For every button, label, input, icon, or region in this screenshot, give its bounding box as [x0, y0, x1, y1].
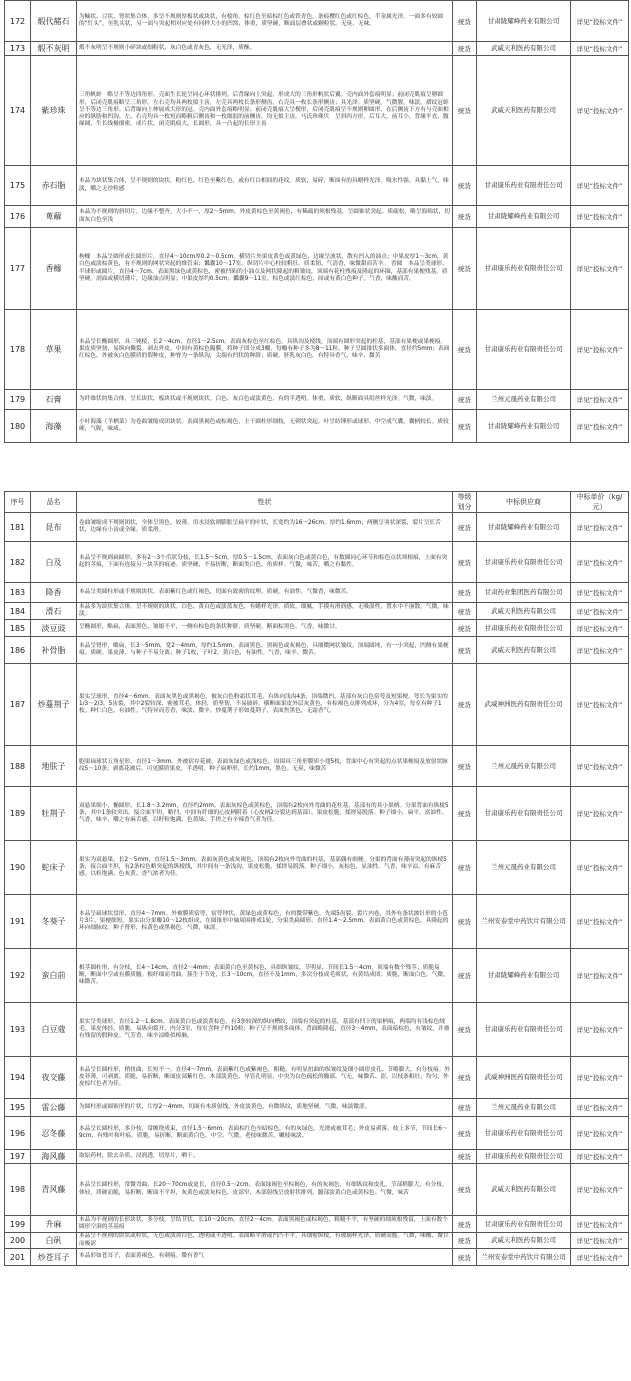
item-description: 本品呈不规则扁圆形，多有2～3个爪状分枝，长1.5～5cm，厚0.5～1.5cm。表面灰白色或黄白色，有数圈同心环节和棕色点状须根痕，上面有突起的茎痕，下面有连接另一块茎的痕迹。质坚硬，不易折断，断面类白色，角质样。气微，味苦，嚼之有黏性。: [77, 542, 453, 583]
item-description: 取原药材，除去杂质，浸润透，切厚片，晒干。: [77, 1150, 453, 1164]
item-price: 详见“投标文件”: [571, 390, 629, 410]
item-name: 雷公藤: [31, 1099, 77, 1117]
item-grade: 统货: [453, 390, 477, 410]
row-number: 185: [5, 620, 31, 637]
item-grade: 统货: [453, 1150, 477, 1164]
table-lower: [4, 491, 629, 1266]
row-number: 189: [5, 787, 31, 841]
table-row: [5, 56, 629, 166]
item-supplier: 武威天利医药有限公司: [477, 603, 571, 620]
item-name: 地肤子: [31, 746, 77, 787]
item-supplier: 甘肃康乐药业有限责任公司: [477, 1117, 571, 1150]
row-number: 193: [5, 1003, 31, 1057]
item-grade: 统货: [453, 746, 477, 787]
table-row: [5, 746, 629, 787]
row-number: 175: [5, 166, 31, 206]
item-grade: 统货: [453, 664, 477, 746]
item-description: 为鲕状、豆状、肾状集合体，多呈不规则厚板状或块状，有棱角。棕红色至暗棕红色或铁青色。条痕樱红色或红棕色，半金属光泽。一面多有较圆的“钉头”，至乳头状，另一面与突起相对应处有同样大小的凹窝，体重，质坚硬，断面层叠状或颗粒状。无臭，无味。: [77, 1, 453, 42]
item-price: 详见“投标文件”: [571, 1216, 629, 1233]
item-description: 本品呈类圆柱形或不规则块状。表面紫红色或红褐色，切面有致密的纹理。质硬，有油性。气微香，味微苦。: [77, 583, 453, 603]
item-price: 详见“投标文件”: [571, 1099, 629, 1117]
header-name: 品名: [31, 492, 77, 513]
item-description: 卷曲皱缩成不规则团状，全体呈黑色，较薄。用水浸软则膨胀呈扁平的叶状，长宽约为16～26cm，厚约1.6mm；两侧呈羽状深裂，裂片呈长舌状，边缘有小齿或全缘。质柔滑。: [77, 513, 453, 542]
table-row: [5, 895, 629, 949]
item-price: 详见“投标文件”: [571, 542, 629, 583]
item-price: 详见“投标文件”: [571, 206, 629, 228]
item-grade: 统货: [453, 1099, 477, 1117]
item-price: 详见“投标文件”: [571, 620, 629, 637]
item-supplier: 兰州元晟药业有限公司: [477, 746, 571, 787]
item-name: 降香: [31, 583, 77, 603]
header-desc: 性状: [77, 492, 453, 513]
item-grade: 统货: [453, 228, 477, 310]
item-supplier: 甘肃康乐药业有限责任公司: [477, 310, 571, 390]
item-price: 详见“投标文件”: [571, 637, 629, 664]
item-grade: 统货: [453, 787, 477, 841]
item-description: 三角帆蚌 略呈不等边四角形。壳面生长轮呈同心环状排列。后背缘向上突起，形成大的三角形帆状后翼。壳内面外套痕明显；前闭壳肌痕呈卵圆形，后闭壳肌痕略呈三角形。左右壳均具两枚拟主齿，左壳具两枚长条形侧齿，右壳具一枚长条形侧齿；具光泽。质坚硬。气微腥，味淡。褶纹冠蚌 呈不等边三角形。后背缘向上伸展成大形的冠。壳内面外套痕略明显；前闭壳肌痕大呈楔形，后闭壳肌痕呈不规则卵圆形，在后侧齿下方有与壳面相应的纵肋和凹沟。左、右壳均具一枚短而略粗后侧齿和一枚细弱的前侧齿，均无拟主齿。马氏珍珠贝 呈斜四方形，后耳大，前耳小，背缘平直，腹缘圆，生长线极细密，成片状。闭壳肌痕大，长圆形，具一凸起的长形主齿: [77, 56, 453, 166]
row-number: 177: [5, 228, 31, 310]
table-row: [5, 166, 629, 206]
item-grade: 统货: [453, 1249, 477, 1266]
row-number: 179: [5, 390, 31, 410]
item-description: 为纤维状的集合体，呈长块状、板块状或不规则块状。白色、灰白色或淡黄色，有的半透明。体重，质软，纵断面具绢丝样光泽。气微，味淡。: [77, 390, 453, 410]
item-grade: 统货: [453, 1117, 477, 1150]
item-price: 详见“投标文件”: [571, 746, 629, 787]
row-number: 191: [5, 895, 31, 949]
item-name: 煅不灰明: [31, 42, 77, 56]
table-row: [5, 410, 629, 443]
item-price: 详见“投标文件”: [571, 1117, 629, 1150]
item-description: 本品呈长椭圆形，具三钝棱，长2～4cm，直径1～2.5cm。表面灰棕色至红棕色，具纵沟及棱线，顶端有圆形突起的柱基，基部有果梗或果梗痕。果皮质坚韧，易纵向撕裂。剥去外皮，中间有黄棕色隔膜，将种子团分成3瓣，每瓣有种子多为8～11粒。种子呈圆锥状多面体，直径约5mm；表面红棕色，外被灰白色膜质的假种皮，种脊为一条纵沟，尖端有凹状的种脐；质硬，胚乳灰白色。有特异香气，味辛、微苦: [77, 310, 453, 390]
item-name: 炒苍耳子: [31, 1249, 77, 1266]
row-number: 194: [5, 1057, 31, 1099]
item-description: 本品形如苍耳子，表面黄褐色，有刺痕。微有香气: [77, 1249, 453, 1266]
item-grade: 统货: [453, 620, 477, 637]
header-grade: 等级划分: [453, 492, 477, 513]
item-grade: 统货: [453, 513, 477, 542]
table-row: [5, 228, 629, 310]
table-row: [5, 1003, 629, 1057]
item-name: 海藻: [31, 410, 77, 443]
row-number: 187: [5, 664, 31, 746]
item-supplier: 甘肃陇耀峰药业有限公司: [477, 949, 571, 1003]
item-supplier: 武威天利医药有限公司: [477, 56, 571, 166]
row-number: 188: [5, 746, 31, 787]
item-supplier: 兰州元晟药业有限公司: [477, 841, 571, 895]
row-number: 197: [5, 1150, 31, 1164]
item-price: 详见“投标文件”: [571, 410, 629, 443]
item-name: 夜交藤: [31, 1057, 77, 1099]
item-supplier: 甘肃陇耀峰药业有限公司: [477, 1, 571, 42]
item-grade: 统货: [453, 166, 477, 206]
item-grade: 统货: [453, 1, 477, 42]
item-description: 双悬果细小，椭圆形，长1.8～3.2mm，直径约2mm。表面灰棕色或黄棕色，顶端有2枚向外弯曲的花柱基，基部有的具小果柄。分果背面有纵棱5条，其中1条较突出，接合面平坦，略凹，中间有纤细的心皮柄附着（心皮柄2分裂达到基部）。果皮松脆，揉搓易脱落。种子细小，扁平，富油性。气香，味辛，嚼之有麻舌感。以籽粒饱满、色黄绿、手搓之有辛辣香气者为佳。: [77, 787, 453, 841]
item-price: 详见“投标文件”: [571, 949, 629, 1003]
item-grade: 统货: [453, 1003, 477, 1057]
item-price: 详见“投标文件”: [571, 56, 629, 166]
row-number: 196: [5, 1117, 31, 1150]
item-supplier: 甘肃康乐药业有限责任公司: [477, 1216, 571, 1233]
row-number: 181: [5, 513, 31, 542]
item-description: 为圆柱形或圆锥形的片状，片厚2～4mm，切面有木质射线，外皮淡黄色，有微纵纹，质地坚硬。气微，味淡微涩。: [77, 1099, 453, 1117]
item-name: 白及: [31, 542, 77, 583]
table-row: [5, 1117, 629, 1150]
item-name: 补骨脂: [31, 637, 77, 664]
item-price: 详见“投标文件”: [571, 841, 629, 895]
table-row: [5, 1150, 629, 1164]
item-name: 石膏: [31, 390, 77, 410]
item-description: 小叶海藻（羊栖菜）为卷曲皱缩成团块状。表面黑褐色或棕褐色，主干圆柱形细枝，无刺状突起。叶呈纺锤形或球形，中空成气囊，囊柄较长。质较硬，气腥，味咸。: [77, 410, 453, 443]
header-price: 中标单价（kg/元）: [571, 492, 629, 513]
item-supplier: 兰州元晟药业有限公司: [477, 390, 571, 410]
row-number: 200: [5, 1233, 31, 1249]
item-description: 本品多为块状集合体。呈不规则的块状。白色、黄白色或淡蓝灰色，有蜡样光泽。质软，细腻，手摸有滑润感，无吸湿性，置水中不崩散。气微，味淡。: [77, 603, 453, 620]
item-name: 白豆蔻: [31, 1003, 77, 1057]
item-grade: 统货: [453, 603, 477, 620]
item-price: 详见“投标文件”: [571, 1150, 629, 1164]
item-description: 本品为不规则的斜切片，边缘不整齐，大小不一，厚2～5mm。外皮黄棕色至黄褐色，有稀疏的须根残基，呈圆锥状突起。质疏松，略呈海绵状，切面灰白色至浅: [77, 206, 453, 228]
table-row: [5, 620, 629, 637]
item-name: 牡荆子: [31, 787, 77, 841]
item-name: 炒蔓荆子: [31, 664, 77, 746]
item-name: 萆薢: [31, 206, 77, 228]
item-description: 枸橼 本品呈圆形或长圆形片，直径4～10cm厚0.2～0.5cm。横切片外果皮黄色或黄绿色，边缘呈波状，散有凹入的油点；中果皮厚1～3cm，黄白色或淡棕黄色，有不规则的网状突起的维管束；瓤囊10～17室。纵切片中心柱较粗壮。质柔韧。气清香，味微甜而苦辛。 香圆 本品呈类球形，半球形或圆片，直径4～7cm。表面黑绿色或黄棕色，密被凹陷的小油点及网状隆起的粗皱纹，顶端有花柱残痕及隆起的环圈，基部有果梗残基。质坚硬。剖面或横切薄片，边缘油点明显；中果皮厚约0.5cm；瓤囊9～11室，棕色或淡红棕色，间或有黄白色种子。气香，味酸而苦。: [77, 228, 453, 310]
item-grade: 统货: [453, 1057, 477, 1099]
row-number: 198: [5, 1164, 31, 1216]
item-price: 详见“投标文件”: [571, 583, 629, 603]
item-price: 详见“投标文件”: [571, 1, 629, 42]
item-price: 详见“投标文件”: [571, 787, 629, 841]
item-grade: 统货: [453, 42, 477, 56]
row-number: 180: [5, 410, 31, 443]
row-number: 172: [5, 1, 31, 42]
item-name: 海风藤: [31, 1150, 77, 1164]
item-supplier: 甘肃康乐药业有限责任公司: [477, 1003, 571, 1057]
item-name: 白矾: [31, 1233, 77, 1249]
item-grade: 统货: [453, 1216, 477, 1233]
item-grade: 统货: [453, 841, 477, 895]
item-grade: 统货: [453, 583, 477, 603]
item-description: 根茎圆柱形，有分枝，长4～14cm，直径2～4mm；表面黄白色至黄棕色，具细纵皱纹，节明显，节间长1.5～4cm，顶端有数个残茎；质脆易断，断面中空或有膜质髓。根纤细而弯曲，簇生于节处，长3～10cm，直径不及1mm，多次分枝成毛须状，有黄结成团；质脆，断面白色。气微，味微苦。: [77, 949, 453, 1003]
header-supplier: 中标供应商: [477, 492, 571, 513]
item-grade: 统货: [453, 1164, 477, 1216]
item-description: 本品呈不规则的块状或粒状。无色或淡黄白色，透明或半透明。表面略平滑或凹凸不平，具细密纵棱，有玻璃样光泽。质硬而脆。气微，味酸、微甘而极涩: [77, 1233, 453, 1249]
item-grade: 统货: [453, 949, 477, 1003]
item-price: 详见“投标文件”: [571, 1164, 629, 1216]
item-description: 胞果扁球状五角星形，直径1～3mm。外被宿存花被，表面灰绿色或浅棕色，周围具三角形膜质小翅5枚，背面中心有突起的点状果梗痕及放射状脉纹5～10条；剥离花被后，可见膜质果皮，半透明。种子扁卵形，长约1mm，黑色。无臭，味微苦: [77, 746, 453, 787]
table-row: [5, 1, 629, 42]
item-description: 果实呈球形，直径4～6mm。表面灰黑色或黑褐色，被灰白色粉霜状茸毛，有纵向浅沟4条，顶端微凹，基部有灰白色宿萼及短果梗。萼长为果实的1/3～2/3，5齿裂，其中2裂较深，密被茸毛。体轻，质坚韧，不易破碎。横断面果皮外层灰黄色，有棕褐色点排列成环，分为4室，每室有种子1枚。种仁白色，有油性。气特异而芳香，味淡、微辛。炒蔓荆子形如蔓荆子，表面焦黑色，无霜香气。: [77, 664, 453, 746]
item-supplier: 武威天利医药有限公司: [477, 637, 571, 664]
item-description: 煅不灰明呈不规则小碎块或细粉状，灰白色或青灰色，无光泽，质酥。: [77, 42, 453, 56]
item-supplier: 甘肃陇耀峰药业有限公司: [477, 206, 571, 228]
header-row: [5, 492, 629, 513]
row-number: 174: [5, 56, 31, 166]
item-grade: 统货: [453, 637, 477, 664]
row-number: 183: [5, 583, 31, 603]
item-name: 煅代赭石: [31, 1, 77, 42]
item-name: 蛮白前: [31, 949, 77, 1003]
item-description: 本品为块状集合体，呈不规则的块状。粉红色、红色至紫红色，或有红白相间的花纹。质软，易碎，断面有的具蜡样光泽。吸水性强。具黏土气，味淡，嚼之无沙粒感: [77, 166, 453, 206]
item-description: 本品呈长圆柱形，多分枝，常缠绕成束，直径1.5～6mm。表面棕红色至暗棕色，有的灰绿色，光滑或被茸毛；外皮易剥落。枝上多节，节间长6～9cm，有残叶和叶痕。质脆，易折断，断面黄白色，中空。气微，老枝味微苦，嫩枝味淡。: [77, 1117, 453, 1150]
table-row: [5, 583, 629, 603]
item-supplier: 甘肃陇耀峰药业有限公司: [477, 410, 571, 443]
row-number: 190: [5, 841, 31, 895]
item-name: 升麻: [31, 1216, 77, 1233]
item-name: 赤石脂: [31, 166, 77, 206]
item-grade: 统货: [453, 1233, 477, 1249]
table-row: [5, 1249, 629, 1266]
item-grade: 统货: [453, 206, 477, 228]
item-supplier: 甘肃康乐药业有限责任公司: [477, 166, 571, 206]
item-price: 详见“投标文件”: [571, 1233, 629, 1249]
item-price: 详见“投标文件”: [571, 228, 629, 310]
item-supplier: 甘肃陇耀峰药业有限公司: [477, 513, 571, 542]
table-row: [5, 42, 629, 56]
table-row: [5, 603, 629, 620]
item-price: 详见“投标文件”: [571, 895, 629, 949]
item-supplier: 甘肃康乐药业有限责任公司: [477, 542, 571, 583]
item-description: 呈椭圆形，略扁，表面黑色，皱缩不平，一侧有棕色的条状种脐，质坚硬，断面棕黑色。气香，味微甘。: [77, 620, 453, 637]
row-number: 182: [5, 542, 31, 583]
item-supplier: 甘肃康乐药业有限责任公司: [477, 787, 571, 841]
row-number: 195: [5, 1099, 31, 1117]
row-number: 178: [5, 310, 31, 390]
table-upper-body: [5, 1, 629, 443]
table-row: [5, 841, 629, 895]
item-supplier: 甘肃康乐药业有限责任公司: [477, 620, 571, 637]
item-description: 果实呈类球形，直径1.2～1.8cm。表面黄白色或淡黄棕色，有3条较深的纵向槽纹，顶端有突起的柱基，基部有凹下的果柄痕，两端均有浅棕色绒毛。果皮体轻，质脆，易纵向裂开，内分3室，每室含种子约10粒；种子呈不规则多面体，背面略隆起，直径3～4mm，表面暗棕色，有皱纹，并被有残留的假种皮。气芳香，味辛凉略似樟脑。: [77, 1003, 453, 1057]
table-row: [5, 206, 629, 228]
item-name: 滑石: [31, 603, 77, 620]
item-name: 草果: [31, 310, 77, 390]
row-number: 199: [5, 1216, 31, 1233]
item-description: 本品呈肾形，略扁，长3～5mm，宽2～4mm，厚约1.5mm。表面黑色、黑褐色或灰褐色，具细微网状皱纹。顶端圆钝，有一小突起，凹侧有果梗痕。质硬。果皮薄，与种子不易分离；种子1枚，子叶2，黄白色，有油性。气香，味辛、微苦。: [77, 637, 453, 664]
item-grade: 统货: [453, 542, 477, 583]
table-row: [5, 1164, 629, 1216]
item-description: 本品呈扁球状盘形，直径4～7mm。外被膜质宿萼，宿萼钟状，黄绿色或黄棕色，有的微带紫色，先端5齿裂，裂片内卷，其外有条状披针形的小苞片3片。果梗细短。果实由分果瓣10～12枚组成，在圆锥形中轴周围排成1轮，分果类扁圆形，直径1.4～2.5mm。表面黄白色或黄棕色，具隆起的环向细脉纹。种子肾形，棕黄色或黑褐色。气微，味涩。: [77, 895, 453, 949]
item-name: 冬葵子: [31, 895, 77, 949]
item-supplier: 兰州安泰堂中药饮片有限公司: [477, 1249, 571, 1266]
item-supplier: 兰州安泰堂中药饮片有限公司: [477, 895, 571, 949]
table-upper: [4, 0, 629, 443]
table-row: [5, 1233, 629, 1249]
item-price: 详见“投标文件”: [571, 1249, 629, 1266]
item-price: 详见“投标文件”: [571, 1057, 629, 1099]
table-row: [5, 513, 629, 542]
item-price: 详见“投标文件”: [571, 166, 629, 206]
item-name: 忍冬藤: [31, 1117, 77, 1150]
table-lower-body: [5, 513, 629, 1266]
item-description: 本品为不规则的长形块状，多分枝，呈结节状，长10～20cm，直径2～4cm。表面黑褐色或棕褐色，粗糙不平，有坚硬的细须根残留，上面有数个圆形空洞的茎基痕: [77, 1216, 453, 1233]
item-name: 紫珍珠: [31, 56, 77, 166]
item-name: 蛇床子: [31, 841, 77, 895]
item-supplier: 武威天利医药有限公司: [477, 1233, 571, 1249]
item-supplier: 武威神洲医药有限责任公司: [477, 664, 571, 746]
item-grade: 统货: [453, 56, 477, 166]
table-row: [5, 637, 629, 664]
item-name: 青风藤: [31, 1164, 77, 1216]
row-number: 201: [5, 1249, 31, 1266]
item-price: 详见“投标文件”: [571, 1003, 629, 1057]
table-row: [5, 664, 629, 746]
item-supplier: 甘肃康乐药业有限责任公司: [477, 228, 571, 310]
table-row: [5, 1099, 629, 1117]
item-supplier: 武威天利医药有限公司: [477, 1164, 571, 1216]
item-grade: 统货: [453, 310, 477, 390]
item-description: 果实为双悬果，长2～5mm，直径1.5～3mm。表面灰黄色或灰褐色，顶端有2枚向外弯曲的柱基，基部偶有细梗。分果的背面有薄而突起的纵棱5条，接合面平坦，有2条棕色略突起的纵棱线，其中间有一条浅沟。果皮松脆，揉搓易脱落。种子细小，灰棕色，显油性。气香，味辛凉，有麻舌感。以粒饱满、色灰黄、香气浓者为佳。: [77, 841, 453, 895]
row-number: 192: [5, 949, 31, 1003]
item-supplier: 武威天利医药有限公司: [477, 42, 571, 56]
item-price: 详见“投标文件”: [571, 310, 629, 390]
row-number: 186: [5, 637, 31, 664]
item-description: 本品呈长圆柱形，稍扭曲，长短不一，直径4～7mm。表面紫红色或紫褐色，粗糙，有明显扭曲的纵皱纹及细小圆形皮孔。节略膨大，有分枝痕。外皮菲薄，可剥离。质脆，易折断，断面皮部紫红色，木部淡黄色，导管孔明显，中央为白色疏松的髓部。气无，味微苦、涩。以枝条粗壮，均匀，外皮棕红色者为佳。: [77, 1057, 453, 1099]
item-supplier: 兰州元晟药业有限公司: [477, 1099, 571, 1117]
item-price: 详见“投标文件”: [571, 664, 629, 746]
item-price: 详见“投标文件”: [571, 42, 629, 56]
item-price: 详见“投标文件”: [571, 513, 629, 542]
item-name: 淡豆豉: [31, 620, 77, 637]
table-row: [5, 787, 629, 841]
table-row: [5, 1057, 629, 1099]
item-supplier: 甘肃康乐药业有限责任公司: [477, 1150, 571, 1164]
row-number: 173: [5, 42, 31, 56]
header-no: 序号: [5, 492, 31, 513]
item-name: 昆布: [31, 513, 77, 542]
item-supplier: 甘肃药业集团医药有限公司: [477, 583, 571, 603]
row-number: 184: [5, 603, 31, 620]
item-price: 详见“投标文件”: [571, 603, 629, 620]
table-row: [5, 949, 629, 1003]
item-name: 香橼: [31, 228, 77, 310]
item-grade: 统货: [453, 410, 477, 443]
table-row: [5, 390, 629, 410]
table-row: [5, 1216, 629, 1233]
table-row: [5, 310, 629, 390]
item-grade: 统货: [453, 895, 477, 949]
table-row: [5, 542, 629, 583]
item-description: 本品呈长圆柱形，常微弯曲，长20～70cm或更长，直径0.5～2cm。表面绿褐色至棕褐色，有的灰褐色，有细纵纹和皮孔。节部稍膨大，有分枝。体轻，质硬而脆，易折断，断面不平坦，灰黄色或淡灰棕色，皮部窄，木部射线呈放射状排列，髓部淡黄白色或黄棕色。气微，味苦: [77, 1164, 453, 1216]
row-number: 176: [5, 206, 31, 228]
item-supplier: 武威神洲医药有限责任公司: [477, 1057, 571, 1099]
